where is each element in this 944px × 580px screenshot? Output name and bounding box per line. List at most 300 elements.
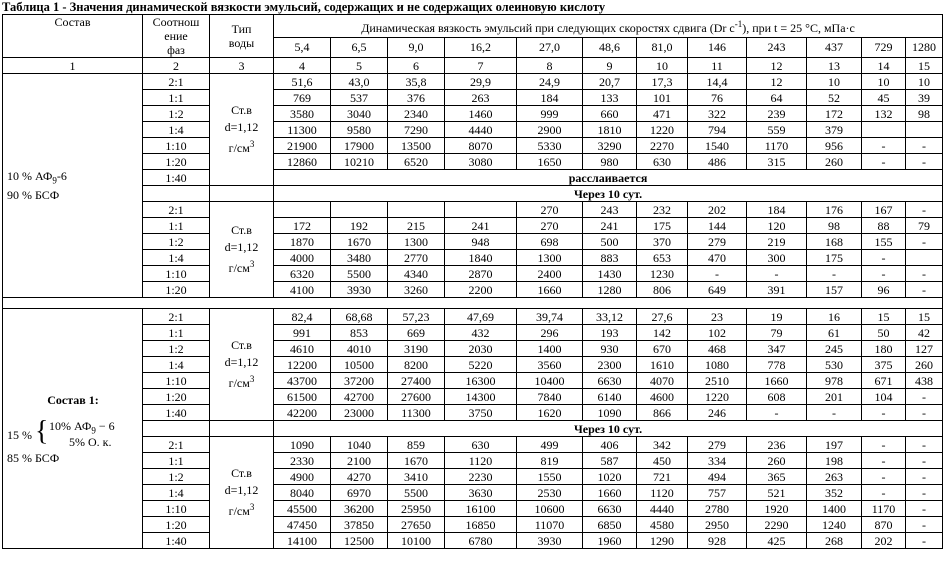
table-body bbox=[3, 74, 943, 549]
value-cell: 43,0 bbox=[331, 74, 388, 90]
value-cell: 1870 bbox=[274, 234, 331, 250]
value-cell: 2030 bbox=[445, 341, 517, 357]
column-number: 4 bbox=[274, 58, 331, 74]
phase-ratio-cell: 2:1 bbox=[143, 437, 210, 453]
value-cell: 120 bbox=[747, 218, 807, 234]
blank-cell bbox=[143, 186, 210, 202]
value-cell: 1430 bbox=[583, 266, 637, 282]
value-cell: 4440 bbox=[445, 122, 517, 138]
phase-ratio-cell: 1:10 bbox=[143, 138, 210, 154]
phase-ratio-cell: 1:10 bbox=[143, 373, 210, 389]
value-cell: 653 bbox=[637, 250, 688, 266]
value-cell: 10 bbox=[906, 74, 943, 90]
shear-rate: 243 bbox=[747, 37, 807, 57]
value-cell: - bbox=[906, 485, 943, 501]
value-cell: 279 bbox=[688, 437, 747, 453]
value-cell: 57,23 bbox=[388, 309, 445, 325]
value-cell: 260 bbox=[906, 357, 943, 373]
value-cell: 172 bbox=[274, 218, 331, 234]
value-cell: 375 bbox=[862, 357, 906, 373]
value-cell bbox=[388, 202, 445, 218]
value-cell: 630 bbox=[445, 437, 517, 453]
value-cell: 1920 bbox=[747, 501, 807, 517]
value-cell: 61 bbox=[807, 325, 862, 341]
value-cell: 587 bbox=[583, 453, 637, 469]
value-cell: 98 bbox=[906, 106, 943, 122]
value-cell: 263 bbox=[807, 469, 862, 485]
value-cell bbox=[445, 202, 517, 218]
value-cell: 819 bbox=[517, 453, 583, 469]
table-row bbox=[3, 202, 943, 218]
value-cell: 866 bbox=[637, 405, 688, 421]
value-cell: 1960 bbox=[583, 533, 637, 549]
phase-ratio-cell: 1:10 bbox=[143, 501, 210, 517]
value-cell: 500 bbox=[583, 234, 637, 250]
value-cell: 698 bbox=[517, 234, 583, 250]
value-cell: - bbox=[906, 266, 943, 282]
table-row bbox=[3, 533, 943, 549]
value-cell: 4100 bbox=[274, 282, 331, 298]
value-cell: 608 bbox=[747, 389, 807, 405]
value-cell: 33,12 bbox=[583, 309, 637, 325]
value-cell: - bbox=[688, 266, 747, 282]
value-cell: 11300 bbox=[274, 122, 331, 138]
table-row bbox=[3, 453, 943, 469]
value-cell: 1230 bbox=[637, 266, 688, 282]
value-cell: 52 bbox=[807, 90, 862, 106]
composition-percent: 15 % bbox=[7, 427, 32, 442]
value-cell: 1660 bbox=[517, 282, 583, 298]
value-cell: 670 bbox=[637, 341, 688, 357]
value-cell: - bbox=[906, 437, 943, 453]
water-density-line: d=1,12 bbox=[224, 240, 259, 254]
water-type-header bbox=[210, 15, 274, 58]
value-cell: 470 bbox=[688, 250, 747, 266]
value-cell: 12860 bbox=[274, 154, 331, 170]
value-cell: 61500 bbox=[274, 389, 331, 405]
phase-ratio-header-line: фаз bbox=[167, 43, 185, 57]
value-cell: 193 bbox=[583, 325, 637, 341]
column-number-row bbox=[3, 58, 943, 74]
value-cell: 1660 bbox=[583, 485, 637, 501]
value-cell: 5220 bbox=[445, 357, 517, 373]
value-cell: 3190 bbox=[388, 341, 445, 357]
value-cell: 68,68 bbox=[331, 309, 388, 325]
value-cell: 1080 bbox=[688, 357, 747, 373]
value-cell: 96 bbox=[862, 282, 906, 298]
water-unit: г/см bbox=[228, 141, 250, 155]
value-cell: 4600 bbox=[637, 389, 688, 405]
after-10-days-label: Через 10 сут. bbox=[274, 421, 943, 437]
value-cell: 7840 bbox=[517, 389, 583, 405]
value-cell: 6630 bbox=[583, 501, 637, 517]
value-cell: 10100 bbox=[388, 533, 445, 549]
value-cell: 1020 bbox=[583, 469, 637, 485]
shear-rate: 27,0 bbox=[517, 37, 583, 57]
value-cell: 197 bbox=[807, 437, 862, 453]
value-cell: 2200 bbox=[445, 282, 517, 298]
value-cell: 6970 bbox=[331, 485, 388, 501]
value-cell: 669 bbox=[388, 325, 445, 341]
value-cell: 180 bbox=[862, 341, 906, 357]
value-cell: 1400 bbox=[517, 341, 583, 357]
composition-sub: 9 bbox=[91, 424, 96, 435]
value-cell: - bbox=[906, 469, 943, 485]
value-cell: 101 bbox=[637, 90, 688, 106]
column-number: 9 bbox=[583, 58, 637, 74]
value-cell: 279 bbox=[688, 234, 747, 250]
value-cell: 1300 bbox=[517, 250, 583, 266]
value-cell: 806 bbox=[637, 282, 688, 298]
value-cell: 978 bbox=[807, 373, 862, 389]
value-cell: 10500 bbox=[331, 357, 388, 373]
value-cell: 39 bbox=[906, 90, 943, 106]
value-cell: 144 bbox=[688, 218, 747, 234]
value-cell: 263 bbox=[445, 90, 517, 106]
value-cell: 300 bbox=[747, 250, 807, 266]
composition-formula bbox=[7, 415, 139, 451]
value-cell: - bbox=[862, 453, 906, 469]
value-cell: - bbox=[906, 202, 943, 218]
value-cell: - bbox=[862, 405, 906, 421]
value-cell: 432 bbox=[445, 325, 517, 341]
shear-rate: 437 bbox=[807, 37, 862, 57]
value-cell: - bbox=[906, 138, 943, 154]
column-number: 1 bbox=[3, 58, 143, 74]
shear-rate: 729 bbox=[862, 37, 906, 57]
water-unit: г/см bbox=[228, 504, 250, 518]
value-cell: 347 bbox=[747, 341, 807, 357]
column-number: 3 bbox=[210, 58, 274, 74]
value-cell: 486 bbox=[688, 154, 747, 170]
value-cell: 42700 bbox=[331, 389, 388, 405]
phase-ratio-cell: 1:20 bbox=[143, 389, 210, 405]
value-cell: 322 bbox=[688, 106, 747, 122]
shear-rate: 9,0 bbox=[388, 37, 445, 57]
value-cell: 2950 bbox=[688, 517, 747, 533]
value-cell: 1290 bbox=[637, 533, 688, 549]
value-cell bbox=[274, 202, 331, 218]
value-cell: 239 bbox=[747, 106, 807, 122]
value-cell: - bbox=[906, 234, 943, 250]
value-cell: 928 bbox=[688, 533, 747, 549]
value-cell: 98 bbox=[807, 218, 862, 234]
composition-line: -6 bbox=[56, 169, 67, 184]
value-cell: 999 bbox=[517, 106, 583, 122]
value-cell: 11070 bbox=[517, 517, 583, 533]
table-row bbox=[3, 341, 943, 357]
table-row bbox=[3, 122, 943, 138]
value-cell: 391 bbox=[747, 282, 807, 298]
value-cell: 45 bbox=[862, 90, 906, 106]
value-cell: 82,4 bbox=[274, 309, 331, 325]
water-type-cell bbox=[210, 437, 274, 549]
phase-ratio-cell: 1:20 bbox=[143, 154, 210, 170]
value-cell: 3750 bbox=[445, 405, 517, 421]
water-type-line: Ст.в bbox=[231, 466, 252, 480]
value-cell: 2530 bbox=[517, 485, 583, 501]
value-cell: 133 bbox=[583, 90, 637, 106]
value-cell: 3630 bbox=[445, 485, 517, 501]
value-cell: 16300 bbox=[445, 373, 517, 389]
value-cell: 36200 bbox=[331, 501, 388, 517]
spacer-row bbox=[3, 298, 943, 309]
composition-line: 5% О. к. bbox=[69, 434, 112, 449]
water-type-line: Ст.в bbox=[231, 103, 252, 117]
value-cell: 37850 bbox=[331, 517, 388, 533]
value-cell: 27650 bbox=[388, 517, 445, 533]
value-cell: 243 bbox=[583, 202, 637, 218]
value-cell: 2510 bbox=[688, 373, 747, 389]
value-cell: 2230 bbox=[445, 469, 517, 485]
table-row bbox=[3, 501, 943, 517]
column-number: 12 bbox=[747, 58, 807, 74]
water-unit-sup: 3 bbox=[249, 374, 255, 384]
value-cell: 192 bbox=[331, 218, 388, 234]
water-density-line: d=1,12 bbox=[224, 483, 259, 497]
value-cell: 948 bbox=[445, 234, 517, 250]
value-cell: 19 bbox=[747, 309, 807, 325]
value-cell: 7290 bbox=[388, 122, 445, 138]
composition-line: 90 % БСФ bbox=[7, 187, 60, 202]
value-cell: 23 bbox=[688, 309, 747, 325]
value-cell: 14100 bbox=[274, 533, 331, 549]
table-row bbox=[3, 357, 943, 373]
value-cell: 406 bbox=[583, 437, 637, 453]
table-row bbox=[3, 469, 943, 485]
value-cell: 23000 bbox=[331, 405, 388, 421]
table-row bbox=[3, 266, 943, 282]
phase-ratio-header-line: Соотнош bbox=[152, 15, 200, 29]
after-10-days-label: Через 10 сут. bbox=[274, 186, 943, 202]
value-cell: 39,74 bbox=[517, 309, 583, 325]
value-cell: 376 bbox=[388, 90, 445, 106]
value-cell: 499 bbox=[517, 437, 583, 453]
value-cell: 17,3 bbox=[637, 74, 688, 90]
shear-rate: 6,5 bbox=[331, 37, 388, 57]
value-cell: 132 bbox=[862, 106, 906, 122]
value-cell: 184 bbox=[747, 202, 807, 218]
water-unit-sup: 3 bbox=[249, 259, 255, 269]
value-cell: 6850 bbox=[583, 517, 637, 533]
value-cell: 8200 bbox=[388, 357, 445, 373]
phase-ratio-cell: 1:2 bbox=[143, 469, 210, 485]
value-cell: - bbox=[906, 282, 943, 298]
value-cell: 671 bbox=[862, 373, 906, 389]
value-cell: 246 bbox=[688, 405, 747, 421]
column-number: 5 bbox=[331, 58, 388, 74]
phase-ratio-cell: 1:4 bbox=[143, 357, 210, 373]
composition-sub: 9 bbox=[52, 175, 57, 186]
value-cell: 79 bbox=[906, 218, 943, 234]
phase-ratio-cell: 1:4 bbox=[143, 122, 210, 138]
value-cell: 365 bbox=[747, 469, 807, 485]
value-cell: 167 bbox=[862, 202, 906, 218]
value-cell: 6630 bbox=[583, 373, 637, 389]
value-cell: 334 bbox=[688, 453, 747, 469]
value-cell: 10210 bbox=[331, 154, 388, 170]
value-cell: 102 bbox=[688, 325, 747, 341]
value-cell: 8040 bbox=[274, 485, 331, 501]
value-cell: 16100 bbox=[445, 501, 517, 517]
value-cell: 4270 bbox=[331, 469, 388, 485]
value-cell: 10600 bbox=[517, 501, 583, 517]
value-cell: 10 bbox=[862, 74, 906, 90]
value-cell: 425 bbox=[747, 533, 807, 549]
value-cell: 559 bbox=[747, 122, 807, 138]
column-number: 10 bbox=[637, 58, 688, 74]
value-cell: 3260 bbox=[388, 282, 445, 298]
value-cell: 12 bbox=[747, 74, 807, 90]
viscosity-header bbox=[274, 15, 943, 38]
phase-ratio-cell: 1:1 bbox=[143, 218, 210, 234]
table-row bbox=[3, 186, 943, 202]
value-cell: 236 bbox=[747, 437, 807, 453]
value-cell: 76 bbox=[688, 90, 747, 106]
value-cell: 21900 bbox=[274, 138, 331, 154]
composition-cell bbox=[3, 74, 143, 298]
value-cell: 1620 bbox=[517, 405, 583, 421]
value-cell: 859 bbox=[388, 437, 445, 453]
value-cell: 468 bbox=[688, 341, 747, 357]
viscosity-header-tail: ), при t = 25 °С, мПа·с bbox=[742, 20, 855, 35]
phase-ratio-cell: 1:10 bbox=[143, 266, 210, 282]
column-number: 13 bbox=[807, 58, 862, 74]
column-number: 11 bbox=[688, 58, 747, 74]
phase-ratio-cell: 1:2 bbox=[143, 234, 210, 250]
value-cell: 35,8 bbox=[388, 74, 445, 90]
value-cell: 27600 bbox=[388, 389, 445, 405]
water-density-line: d=1,12 bbox=[224, 355, 259, 369]
value-cell: 27400 bbox=[388, 373, 445, 389]
value-cell: 175 bbox=[637, 218, 688, 234]
composition-name: Состав 1: bbox=[47, 392, 99, 407]
value-cell: 342 bbox=[637, 437, 688, 453]
value-cell: - bbox=[862, 485, 906, 501]
value-cell: 1220 bbox=[637, 122, 688, 138]
table-row bbox=[3, 154, 943, 170]
value-cell: 202 bbox=[862, 533, 906, 549]
water-unit-sup: 3 bbox=[249, 139, 255, 149]
value-cell: 1650 bbox=[517, 154, 583, 170]
value-cell: - bbox=[807, 266, 862, 282]
value-cell: 1670 bbox=[388, 453, 445, 469]
value-cell: 2330 bbox=[274, 453, 331, 469]
value-cell: 1090 bbox=[583, 405, 637, 421]
value-cell: - bbox=[906, 517, 943, 533]
shear-rate: 81,0 bbox=[637, 37, 688, 57]
phase-ratio-cell: 1:40 bbox=[143, 405, 210, 421]
value-cell: 1550 bbox=[517, 469, 583, 485]
value-cell: 50 bbox=[862, 325, 906, 341]
shear-rate: 146 bbox=[688, 37, 747, 57]
value-cell: 1670 bbox=[331, 234, 388, 250]
value-cell: 757 bbox=[688, 485, 747, 501]
value-cell: 4070 bbox=[637, 373, 688, 389]
composition-part: 10% АФ bbox=[49, 418, 92, 433]
table-row bbox=[3, 170, 943, 186]
value-cell: 853 bbox=[331, 325, 388, 341]
value-cell: 13500 bbox=[388, 138, 445, 154]
value-cell: 3040 bbox=[331, 106, 388, 122]
value-cell: 3080 bbox=[445, 154, 517, 170]
value-cell: 47450 bbox=[274, 517, 331, 533]
value-cell: 5500 bbox=[388, 485, 445, 501]
value-cell: 4440 bbox=[637, 501, 688, 517]
water-density-line: d=1,12 bbox=[224, 120, 259, 134]
value-cell: 1400 bbox=[807, 501, 862, 517]
value-cell: 2290 bbox=[747, 517, 807, 533]
table-row bbox=[3, 282, 943, 298]
phase-ratio-cell: 1:40 bbox=[143, 533, 210, 549]
table-row bbox=[3, 485, 943, 501]
value-cell: 2300 bbox=[583, 357, 637, 373]
composition-line: 10 % АФ bbox=[7, 169, 53, 184]
value-cell: 315 bbox=[747, 154, 807, 170]
table-row bbox=[3, 325, 943, 341]
value-cell: 1810 bbox=[583, 122, 637, 138]
value-cell: 9580 bbox=[331, 122, 388, 138]
value-cell: - bbox=[862, 469, 906, 485]
value-cell: 37200 bbox=[331, 373, 388, 389]
value-cell: 1460 bbox=[445, 106, 517, 122]
viscosity-header-text: Динамическая вязкость эмульсий при следующих скоростях сдвига (Dr с bbox=[361, 20, 735, 35]
value-cell: 379 bbox=[807, 122, 862, 138]
shear-rate: 5,4 bbox=[274, 37, 331, 57]
value-cell: 29,9 bbox=[445, 74, 517, 90]
value-cell: 1300 bbox=[388, 234, 445, 250]
value-cell: 2770 bbox=[388, 250, 445, 266]
value-cell: 2870 bbox=[445, 266, 517, 282]
value-cell bbox=[862, 122, 906, 138]
value-cell: 2780 bbox=[688, 501, 747, 517]
value-cell bbox=[906, 122, 943, 138]
value-cell: 168 bbox=[807, 234, 862, 250]
value-cell: 778 bbox=[747, 357, 807, 373]
value-cell: - bbox=[906, 533, 943, 549]
water-unit: г/см bbox=[228, 261, 250, 275]
blank-cell bbox=[143, 421, 210, 437]
value-cell: 64 bbox=[747, 90, 807, 106]
water-type-line: Ст.в bbox=[231, 223, 252, 237]
value-cell: 5500 bbox=[331, 266, 388, 282]
phase-ratio-header-line: ение bbox=[164, 29, 188, 43]
value-cell: 20,7 bbox=[583, 74, 637, 90]
phase-ratio-header bbox=[143, 15, 210, 58]
value-cell: 1840 bbox=[445, 250, 517, 266]
table-row bbox=[3, 90, 943, 106]
delaminates-cell: расслаивается bbox=[274, 170, 943, 186]
value-cell: 4010 bbox=[331, 341, 388, 357]
water-type-header-line: Тип bbox=[231, 22, 252, 36]
value-cell: 438 bbox=[906, 373, 943, 389]
table-row bbox=[3, 405, 943, 421]
table-row bbox=[3, 421, 943, 437]
shear-rate: 16,2 bbox=[445, 37, 517, 57]
brace: { bbox=[35, 415, 49, 447]
shear-rate: 48,6 bbox=[583, 37, 637, 57]
value-cell: 3410 bbox=[388, 469, 445, 485]
water-type-line: Ст.в bbox=[231, 338, 252, 352]
water-type-header-line: воды bbox=[228, 36, 255, 50]
value-cell: 172 bbox=[807, 106, 862, 122]
value-cell: - bbox=[906, 389, 943, 405]
blank-cell bbox=[210, 186, 274, 202]
value-cell: 530 bbox=[807, 357, 862, 373]
table-row bbox=[3, 517, 943, 533]
spacer-cell bbox=[3, 298, 943, 309]
value-cell: 202 bbox=[688, 202, 747, 218]
